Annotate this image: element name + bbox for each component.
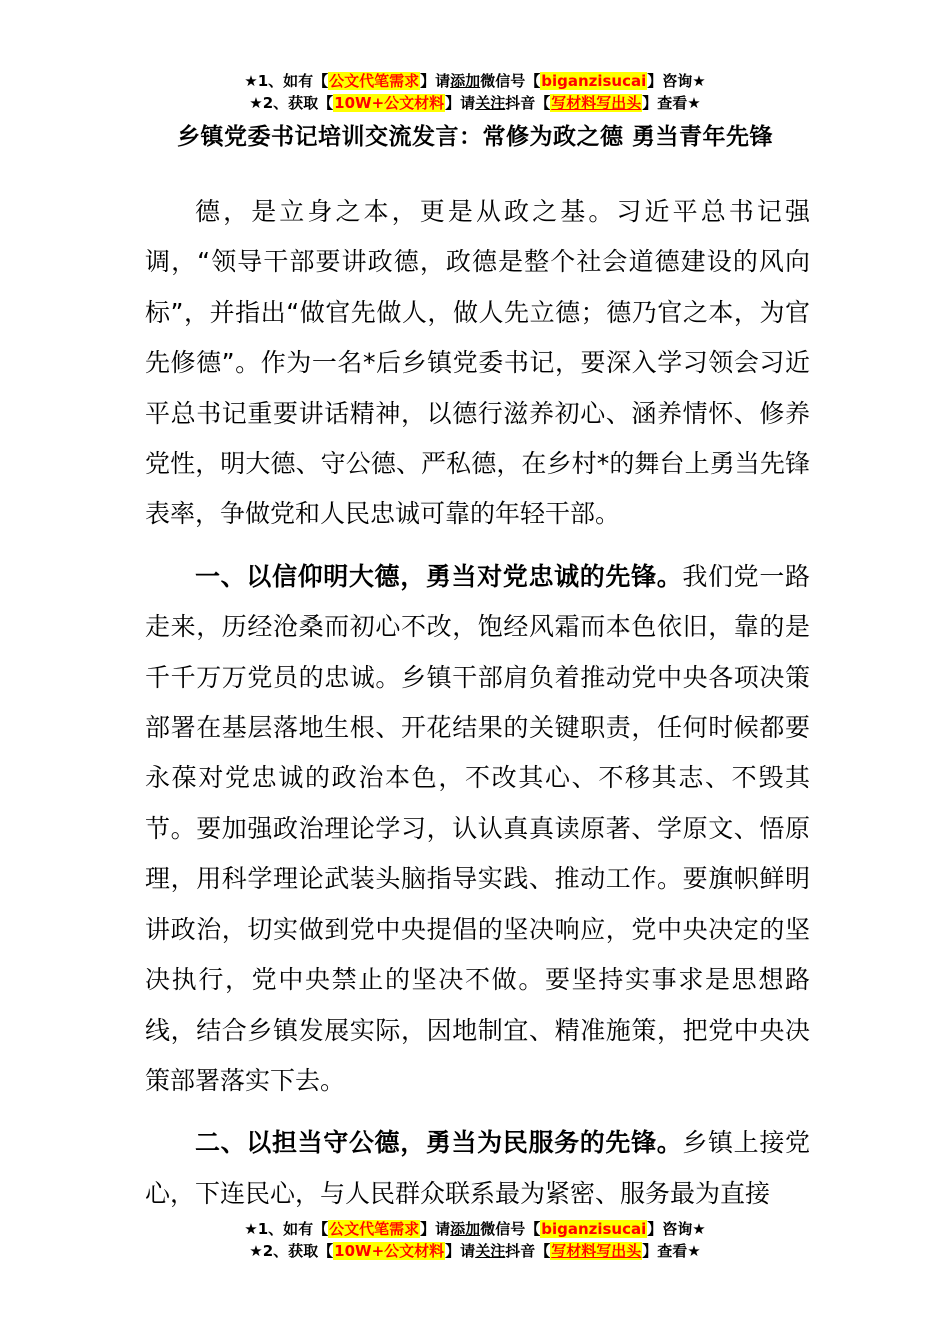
document-body bbox=[145, 187, 810, 1214]
star-icon: ★ bbox=[687, 94, 701, 112]
star-icon: ★ bbox=[692, 72, 706, 90]
star-icon: ★ bbox=[692, 1220, 706, 1238]
promo-douyin-id: 写材料写出头 bbox=[551, 1242, 642, 1260]
section-heading: 二、以担当守公德，勇当为民服务的先锋。 bbox=[195, 1128, 683, 1158]
star-icon: ★ bbox=[249, 1242, 263, 1260]
star-icon: ★ bbox=[249, 94, 263, 112]
promo-line-2: ★2、获取【10W+公文材料】请关注抖音【写材料写出头】查看★ bbox=[249, 94, 701, 112]
promo-highlight: 公文代笔需求 bbox=[329, 1220, 420, 1238]
promo-line-2: ★2、获取【10W+公文材料】请关注抖音【写材料写出头】查看★ bbox=[249, 1242, 701, 1260]
promo-header bbox=[0, 70, 950, 114]
paragraph-section-1: 一、以信仰明大德，勇当对党忠诚的先锋。我们党一路走来，历经沧桑而初心不改，饱经风霜而本色依旧，靠的是千千万万党员的忠诚。乡镇干部肩负着推动党中央各项决策部署在基层落地生根、开花结果的关键职责，任何时候都要永葆对党忠诚的政治本色，不改其心、不移其志、不毁其节。要加强政治理论学习，认认真真读原著、学原文、悟原理，用科学理论武装头脑指导实践、推动工作。要旗帜鲜明讲政治，切实做到党中央提倡的坚决响应，党中央决定的坚决执行，党中央禁止的坚决不做。要坚持实事求是思想路线，结合乡镇发展实际，因地制宜、精准施策，把党中央决策部署落实下去。 bbox=[145, 561, 810, 1095]
star-icon: ★ bbox=[687, 1242, 701, 1260]
promo-line-1: ★1、如有【公文代笔需求】请添加微信号【biganzisucai】咨询★ bbox=[244, 72, 706, 90]
star-icon: ★ bbox=[244, 1220, 258, 1238]
paragraph-intro: 德，是立身之本，更是从政之基。习近平总书记强调，“领导干部要讲政德，政德是整个社会道德建设的风向标”，并指出“做官先做人，做人先立德；德乃官之本，为官先修德”。作为一名*后乡镇党委书记，要深入学习领会习近平总书记重要讲话精神，以德行滋养初心、涵养情怀、修养党性，明大德、守公德、严私德，在乡村*的舞台上勇当先锋表率，争做党和人民忠诚可靠的年轻干部。 bbox=[145, 197, 810, 529]
document-title: 乡镇党委书记培训交流发言：常修为政之德 勇当青年先锋 bbox=[176, 124, 773, 150]
promo-footer bbox=[0, 1218, 950, 1262]
star-icon: ★ bbox=[244, 72, 258, 90]
body-viewport bbox=[0, 187, 950, 1214]
promo-highlight: 10W+公文材料 bbox=[334, 94, 445, 112]
section-heading: 一、以信仰明大德，勇当对党忠诚的先锋。 bbox=[195, 561, 683, 591]
promo-highlight: 公文代笔需求 bbox=[329, 72, 420, 90]
promo-highlight: 10W+公文材料 bbox=[334, 1242, 445, 1260]
promo-wechat-id: biganzisucai bbox=[541, 72, 647, 90]
promo-douyin-id: 写材料写出头 bbox=[551, 94, 642, 112]
promo-line-1: ★1、如有【公文代笔需求】请添加微信号【biganzisucai】咨询★ bbox=[244, 1220, 706, 1238]
paragraph-section-2: 二、以担当守公德，勇当为民服务的先锋。乡镇上接党心，下连民心，与人民群众联系最为紧密、服务最为直接 bbox=[145, 1128, 810, 1208]
promo-wechat-id: biganzisucai bbox=[541, 1220, 647, 1238]
